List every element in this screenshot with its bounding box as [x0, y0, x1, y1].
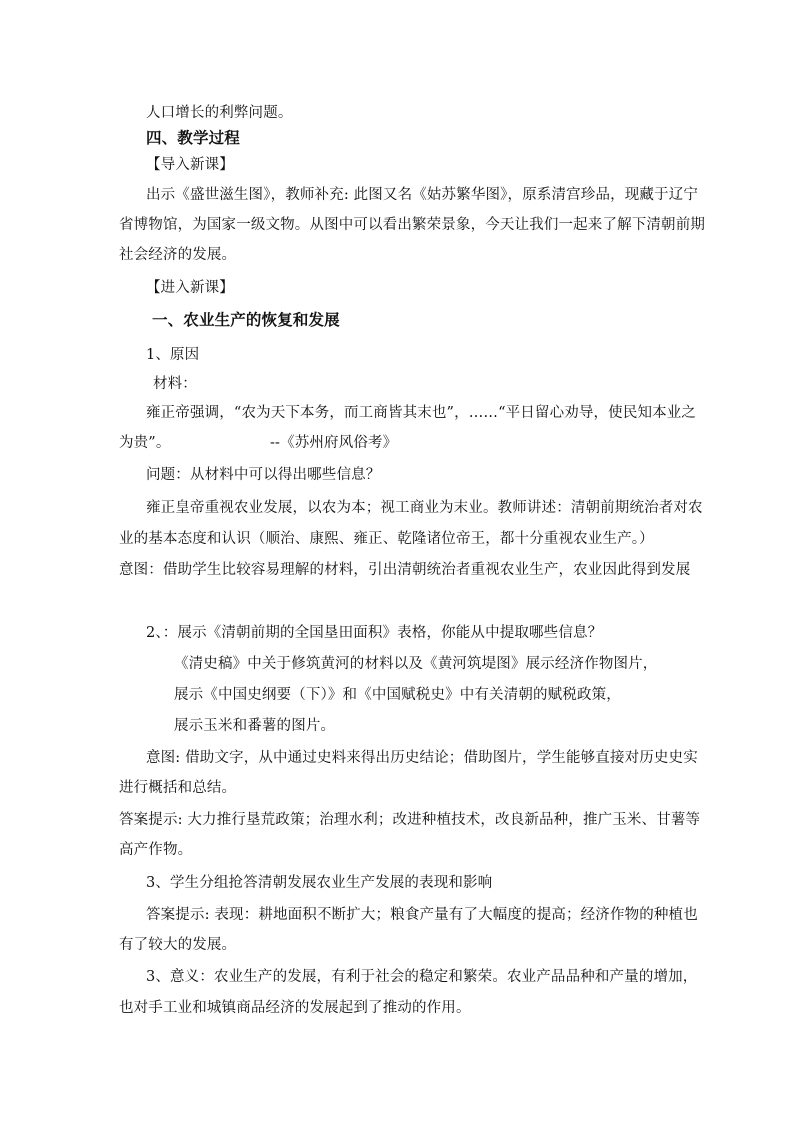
paragraph-line: 答案提示: 大力推行垦荒政策；治理水利；改进种植技术，改良新品种，推广玉米、甘薯等	[119, 812, 701, 828]
subheading-intro: 【导入新课】	[146, 157, 234, 173]
material-label: 材料：	[153, 376, 197, 392]
paragraph-line: 2、：展示《清朝前期的全国垦田面积》表格，你能从中提取哪些信息？	[146, 625, 603, 641]
paragraph-line: 意图：借助学生比较容易理解的材料，引出清朝统治者重视农业生产，农业因此得到发展	[119, 562, 691, 578]
paragraph-line: 《清史稿》中关于修筑黄河的材料以及《黄河筑堤图》展示经济作物图片，	[174, 656, 658, 672]
paragraph-line: 展示《中国史纲要（下）》和《中国赋税史》中有关清朝的赋税政策，	[174, 687, 621, 703]
paragraph-line: 有了较大的发展。	[119, 937, 237, 953]
section-heading-teaching-process: 四、教学过程	[146, 128, 240, 147]
paragraph-line: 业的基本态度和认识（顺治、康熙、雍正、乾隆诸位帝王，都十分重视农业生产。）	[119, 531, 654, 547]
paragraph-line: 雍正皇帝重视农业发展，以农为本；视工商业为末业。教师讲述：清朝前期统治者对农	[146, 500, 703, 516]
paragraph-line: 3、意义：农业生产的发展，有利于社会的稳定和繁荣。农业产品品种和产量的增加，	[146, 969, 698, 985]
paragraph-line: 高产作物。	[119, 842, 193, 858]
subheading-new-lesson: 【进入新课】	[146, 280, 234, 296]
paragraph-line: 雍正帝强调，“农为天下本务，而工商皆其末也”，……“平日留心劝导，使民知本业之	[146, 405, 697, 421]
item-reason: 1、原因	[146, 347, 200, 363]
paragraph-line: 进行概括和总结。	[119, 780, 237, 796]
paragraph-line: 省博物馆，为国家一级文物。从图中可以看出繁荣景象，今天让我们一起来了解下清朝前期	[119, 217, 705, 233]
paragraph-line: 意图: 借助文字，从中通过史料来得出历史结论；借助图片，学生能够直接对历史史实	[146, 750, 698, 766]
section-heading-agriculture: 一、农业生产的恢复和发展	[152, 310, 340, 329]
paragraph-line: 为贵”。	[119, 435, 171, 451]
paragraph-line: 出示《盛世滋生图》，教师补充: 此图又名《姑苏繁华图》，原系清宫珍品，现藏于辽宁	[146, 187, 698, 203]
question-line: 问题：从材料中可以得出哪些信息？	[146, 467, 381, 483]
paragraph-line: 也对手工业和城镇商品经济的发展起到了推动的作用。	[119, 1000, 471, 1016]
paragraph-line: 人口增长的利弊问题。	[146, 105, 293, 121]
paragraph-line: 社会经济的发展。	[119, 247, 237, 263]
citation: --《苏州府风俗考》	[270, 435, 398, 451]
paragraph-line: 展示玉米和番薯的图片。	[174, 718, 336, 734]
paragraph-line: 3、学生分组抢答清朝发展农业生产发展的表现和影响	[146, 875, 493, 891]
paragraph-line: 答案提示: 表现：耕地面积不断扩大；粮食产量有了大幅度的提高；经济作物的种植也	[146, 907, 698, 923]
